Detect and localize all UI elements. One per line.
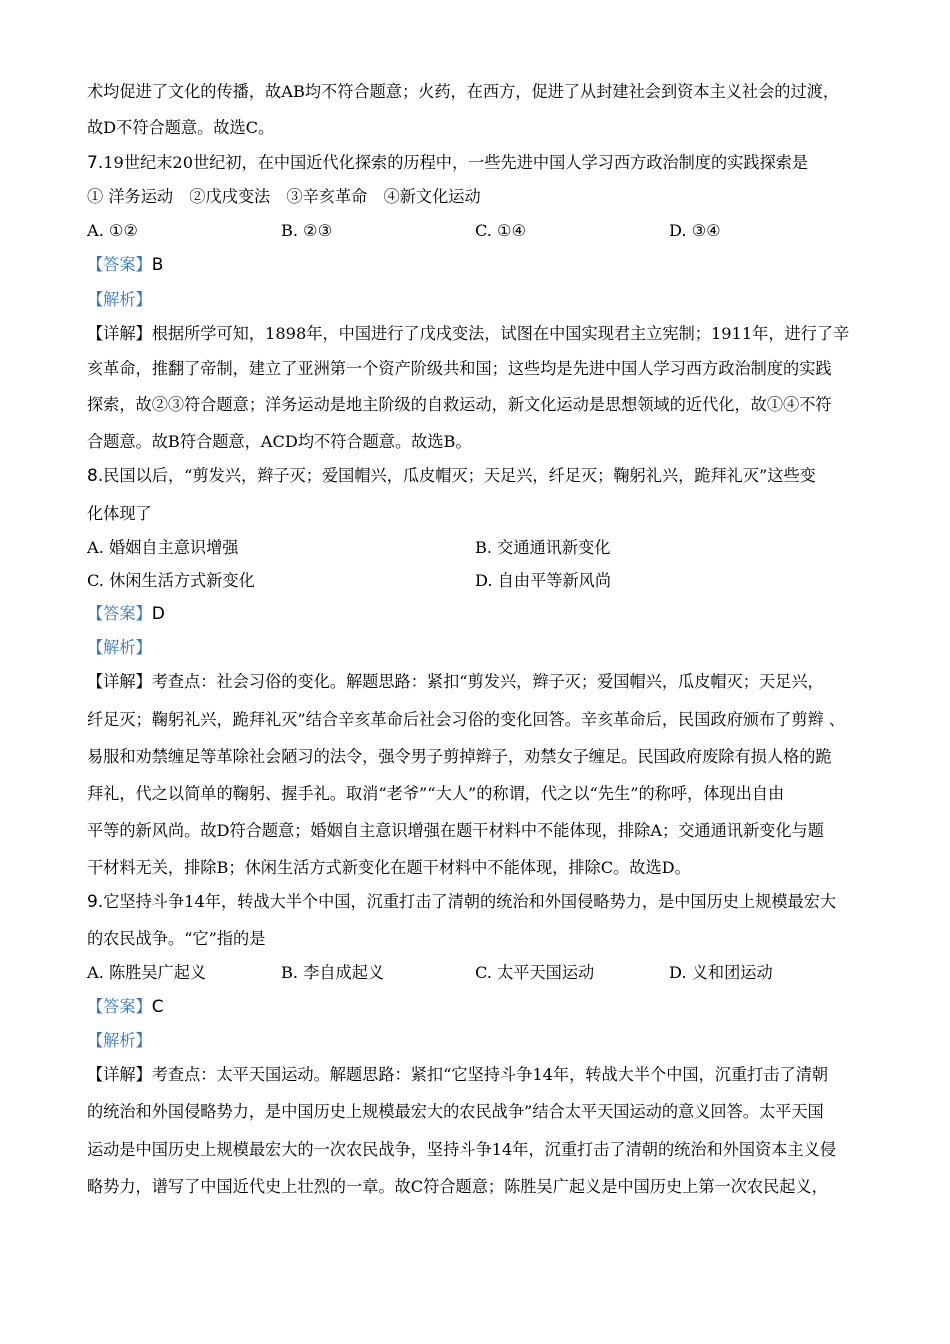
q9-detail-line-4: 略势力，谱写了中国近代史上壮烈的一章。故C符合题意；陈胜吴广起义是中国历史上第一次农民起义， [87,1177,828,1196]
q8-option-b: B. 交通通讯新变化 [475,538,611,557]
q8-detail-line-4: 拜礼，代之以简单的鞠躬、握手礼。取消“老爷”“大人”的称谓，代之以“先生”的称呼，体现出自由 [87,784,785,803]
q8-analysis [87,636,877,660]
q8-detail-text-1: 考查点：社会习俗的变化。解题思路：紧扣“剪发兴，辫子灭；爱国帽兴，瓜皮帽灭；天足兴， [151,672,824,691]
q7-items: ① 洋务运动 ②戊戌变法 ③辛亥革命 ④新文化运动 [87,187,481,206]
q8-option-d: D. 自由平等新风尚 [475,571,612,590]
q9-detail-line-1 [87,1063,877,1087]
q9-detail-text-1: 考查点：太平天国运动。解题思路：紧扣“它坚持斗争14年，转战大半个中国，沉重打击了清朝 [151,1065,829,1084]
q8-stem-text-1: 民国以后，“剪发兴，辫子灭；爱国帽兴，瓜皮帽灭；天足兴，纤足灭；鞠躬礼兴，跪拜礼灭”这些变 [103,466,816,485]
analysis-tag: 【解析】 [87,1031,152,1050]
detail-tag: 【详解】 [87,1065,152,1084]
intro-line-1: 术均促进了文化的传播，故AB均不符合题意；火药，在西方，促进了从封建社会到资本主义社会的过渡， [87,82,840,101]
q8-detail-line-5: 平等的新风尚。故D符合题意；婚姻自主意识增强在题干材料中不能体现，排除A；交通通讯新变化与题 [87,821,824,840]
q8-answer-value: D [151,604,165,624]
analysis-tag: 【解析】 [87,638,152,657]
q7-detail-line-4: 合题意。故B符合题意，ACD均不符合题意。故选B。 [87,432,472,451]
q9-option-a: A. 陈胜吴广起义 [87,963,207,982]
q9-analysis [87,1029,877,1053]
q9-stem-1 [87,890,877,914]
q8-answer [87,602,877,626]
q9-answer-value: C [151,997,164,1017]
q9-answer [87,995,877,1019]
q7-detail-line-2: 亥革命，推翻了帝制，建立了亚洲第一个资产阶级共和国；这些均是先进中国人学习西方政治制度的实践 [87,359,832,378]
q7-option-a: A. ①② [87,221,139,240]
q7-detail-line-3: 探索，故②③符合题意；洋务运动是地主阶级的自救运动，新文化运动是思想领域的近代化，故①④不符 [87,395,832,414]
intro-line-2: 故D不符合题意。故选C。 [87,118,275,137]
q7-option-b: B. ②③ [281,221,333,240]
q7-stem [87,151,877,175]
answer-tag: 【答案】 [87,604,152,623]
q9-option-d: D. 义和团运动 [669,963,773,982]
analysis-tag: 【解析】 [87,290,152,309]
q9-option-b: B. 李自成起义 [281,963,385,982]
q9-number: 9. [87,892,104,912]
q8-number: 8. [87,466,104,486]
q7-answer-value: B [151,255,164,275]
q8-detail-line-2: 纤足灭；鞠躬礼兴，跪拜礼灭”结合辛亥革命后社会习俗的变化回答。辛亥革命后，民国政府颁布了剪辫 、 [87,710,846,729]
q8-detail-line-6: 干材料无关，排除B；休闲生活方式新变化在题干材料中不能体现，排除C。故选D。 [87,858,691,877]
q8-option-c: C. 休闲生活方式新变化 [87,571,255,590]
q9-option-c: C. 太平天国运动 [475,963,595,982]
q9-stem-text-1: 它坚持斗争14年，转战大半个中国，沉重打击了清朝的统治和外国侵略势力，是中国历史上规模最宏大 [103,892,837,911]
q8-stem-2: 化体现了 [87,504,152,523]
q7-analysis [87,288,877,312]
q8-stem-1 [87,464,877,488]
q7-stem-text: 19世纪末20世纪初，在中国近代化探索的历程中，一些先进中国人学习西方政治制度的实践探索是 [103,153,809,172]
q7-answer [87,253,877,277]
detail-tag: 【详解】 [87,324,152,343]
q8-detail-line-3: 易服和劝禁缠足等革除社会陋习的法令，强令男子剪掉辫子，劝禁女子缠足。民国政府废除有损人格的跪 [87,747,832,766]
q7-option-d: D. ③④ [669,221,721,240]
q9-detail-line-3: 运动是中国历史上规模最宏大的一次农民战争，坚持斗争14年，沉重打击了清朝的统治和外国资本主义侵 [87,1140,837,1159]
q7-option-c: C. ①④ [475,221,527,240]
q9-stem-2: 的农民战争。“它”指的是 [87,929,266,948]
q8-option-a: A. 婚姻自主意识增强 [87,538,239,557]
q7-detail-line-1 [87,322,877,346]
q7-number: 7. [87,153,104,173]
answer-tag: 【答案】 [87,997,152,1016]
q8-detail-line-1 [87,670,877,694]
answer-tag: 【答案】 [87,255,152,274]
q7-detail-text-1: 根据所学可知，1898年，中国进行了戊戌变法，试图在中国实现君主立宪制；1911年，进行了辛 [151,324,850,343]
detail-tag: 【详解】 [87,672,152,691]
q9-detail-line-2: 的统治和外国侵略势力，是中国历史上规模最宏大的农民战争”结合太平天国运动的意义回答。太平天国 [87,1102,824,1121]
